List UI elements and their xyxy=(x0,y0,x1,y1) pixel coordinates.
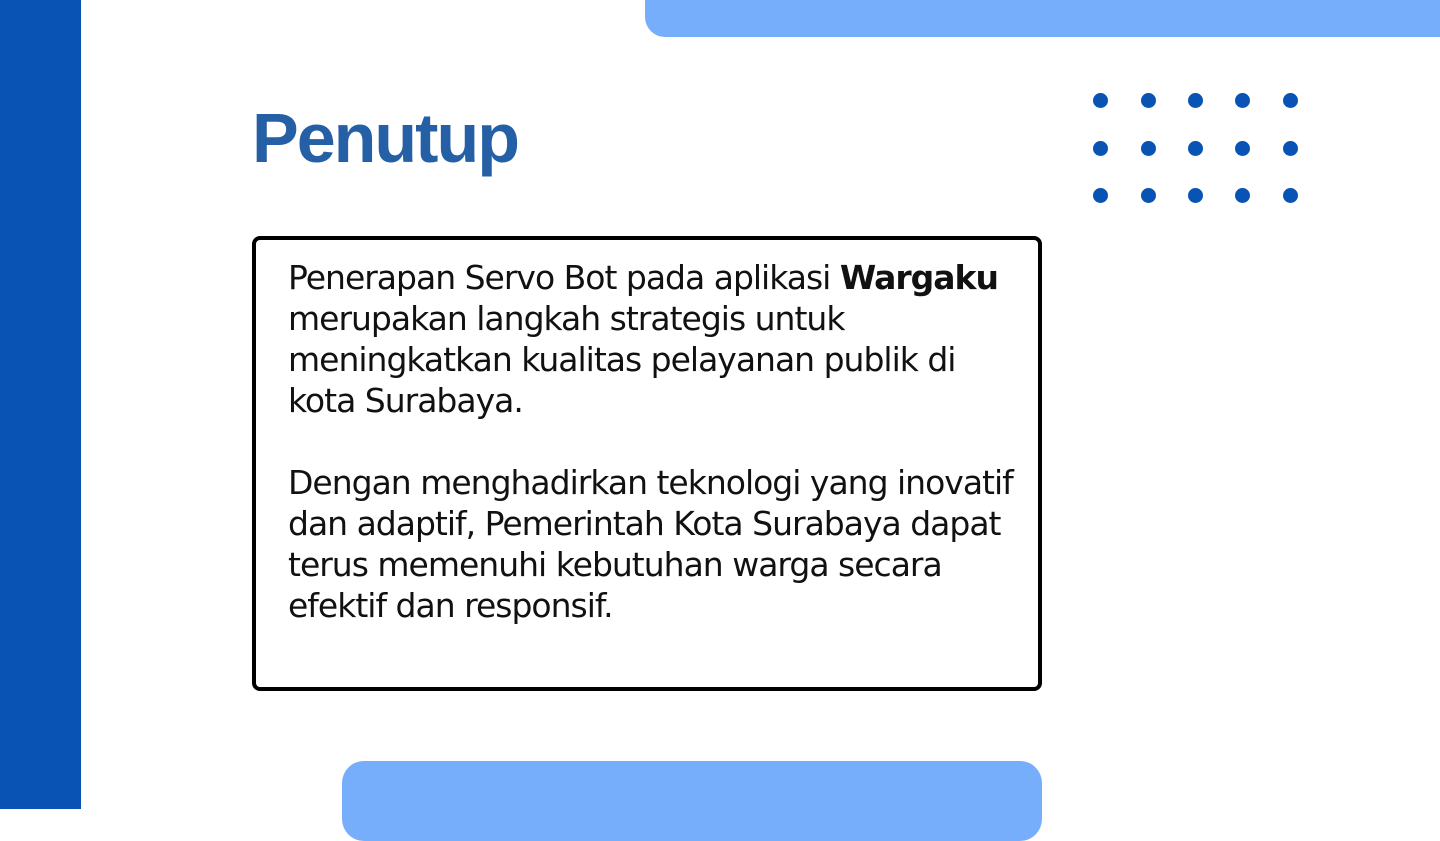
decorative-dot xyxy=(1188,188,1203,203)
decorative-dot xyxy=(1093,188,1108,203)
bottom-decorative-shape xyxy=(342,761,1042,841)
content-box xyxy=(252,236,1042,691)
dot-grid-decoration xyxy=(1093,93,1308,208)
decorative-dot xyxy=(1235,188,1250,203)
app-name-emphasis: Wargaku xyxy=(839,258,998,297)
decorative-dot xyxy=(1141,141,1156,156)
decorative-dot xyxy=(1093,141,1108,156)
decorative-dot xyxy=(1235,141,1250,156)
slide-title: Penutup xyxy=(252,99,518,177)
left-accent-bar xyxy=(0,0,81,809)
decorative-dot xyxy=(1093,93,1108,108)
decorative-dot xyxy=(1283,141,1298,156)
decorative-dot xyxy=(1235,93,1250,108)
decorative-dot xyxy=(1283,188,1298,203)
decorative-dot xyxy=(1141,93,1156,108)
paragraph-intro-tail: merupakan langkah strategis untuk meningkatkan kualitas pelayanan publik di kota Surabaya. xyxy=(288,299,956,420)
decorative-dot xyxy=(1141,188,1156,203)
paragraph-intro xyxy=(288,257,1018,421)
top-decorative-shape xyxy=(645,0,1440,37)
decorative-dot xyxy=(1188,93,1203,108)
decorative-dot xyxy=(1283,93,1298,108)
paragraph-intro-lead: Penerapan Servo Bot pada aplikasi xyxy=(288,258,840,297)
decorative-dot xyxy=(1188,141,1203,156)
paragraph-conclusion: Dengan menghadirkan teknologi yang inovatif dan adaptif, Pemerintah Kota Surabaya dapat terus memenuhi kebutuhan warga secara efektif dan responsif. xyxy=(288,463,1013,625)
